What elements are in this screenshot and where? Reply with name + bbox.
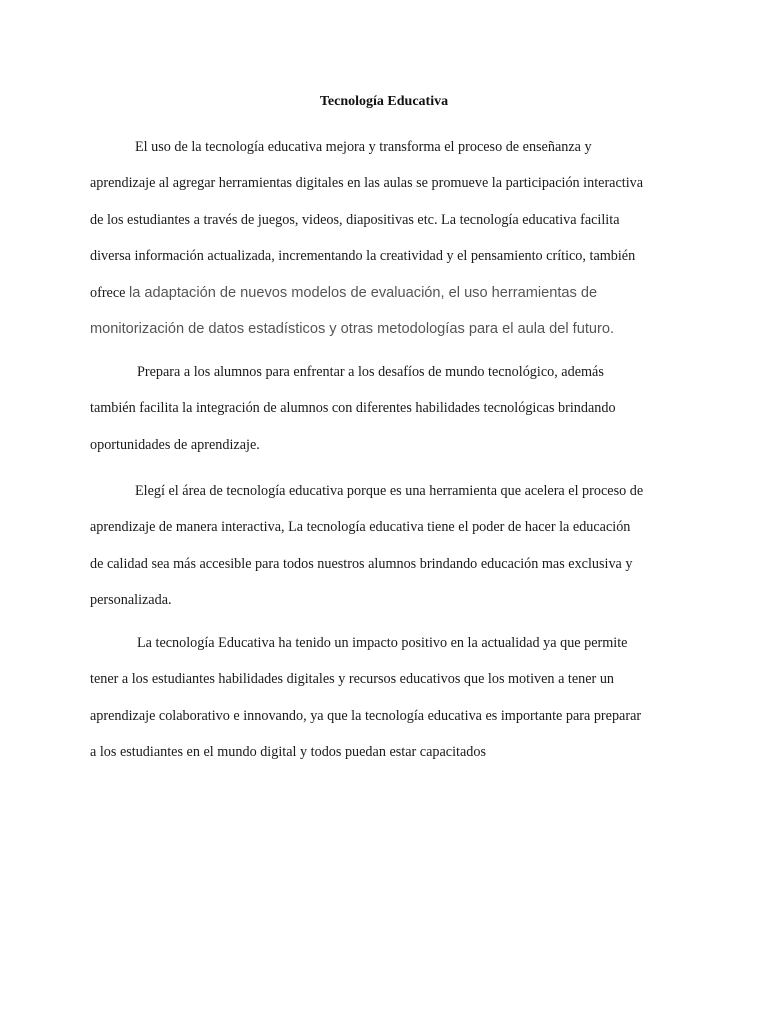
paragraph-line: Elegí el área de tecnología educativa porque es una herramienta que acelera el proceso de bbox=[135, 483, 644, 499]
paragraph-line: de los estudiantes a través de juegos, videos, diapositivas etc. La tecnología educativa facilita bbox=[90, 211, 620, 228]
paragraph-line: El uso de la tecnología educativa mejora y transforma el proceso de enseñanza y bbox=[135, 139, 592, 155]
paragraph-line: aprendizaje colaborativo e innovando, ya que la tecnología educativa es importante para preparar bbox=[90, 707, 642, 724]
paragraph-line: también facilita la integración de alumnos con diferentes habilidades tecnológicas brindando bbox=[90, 400, 616, 417]
paragraph-line: tener a los estudiantes habilidades digitales y recursos educativos que los motiven a tener un bbox=[90, 671, 615, 688]
paragraph-line: aprendizaje de manera interactiva, La tecnología educativa tiene el poder de hacer la educación bbox=[90, 519, 631, 536]
paragraph-1 bbox=[90, 129, 682, 347]
paragraph-line: personalizada. bbox=[90, 592, 172, 609]
paragraph-line: aprendizaje al agregar herramientas digitales en las aulas se promueve la participación interactiva bbox=[90, 175, 644, 192]
paragraph-line-sans: monitorización de datos estadísticos y otras metodologías para el aula del futuro. bbox=[90, 321, 615, 338]
paragraph-2 bbox=[90, 354, 682, 463]
document-title: Tecnología Educativa bbox=[319, 94, 449, 109]
paragraph-4 bbox=[90, 625, 682, 771]
paragraph-3 bbox=[90, 473, 682, 619]
paragraph-text-sans: la adaptación de nuevos modelos de evaluación, el uso herramientas de bbox=[128, 284, 598, 301]
paragraph-line-mixed bbox=[90, 275, 682, 311]
paragraph-line: Prepara a los alumnos para enfrentar a los desafíos de mundo tecnológico, además bbox=[137, 364, 604, 380]
paragraph-line: La tecnología Educativa ha tenido un impacto positivo en la actualidad ya que permite bbox=[137, 635, 628, 651]
paragraph-line: diversa información actualizada, incrementando la creatividad y el pensamiento crítico, también bbox=[90, 248, 636, 265]
paragraph-line: a los estudiantes en el mundo digital y todos puedan estar capacitados bbox=[90, 744, 486, 761]
paragraph-line: oportunidades de aprendizaje. bbox=[90, 436, 260, 453]
paragraph-text-serif: ofrece bbox=[90, 284, 129, 301]
paragraph-line: de calidad sea más accesible para todos nuestros alumnos brindando educación mas exclusiva y bbox=[90, 555, 633, 572]
